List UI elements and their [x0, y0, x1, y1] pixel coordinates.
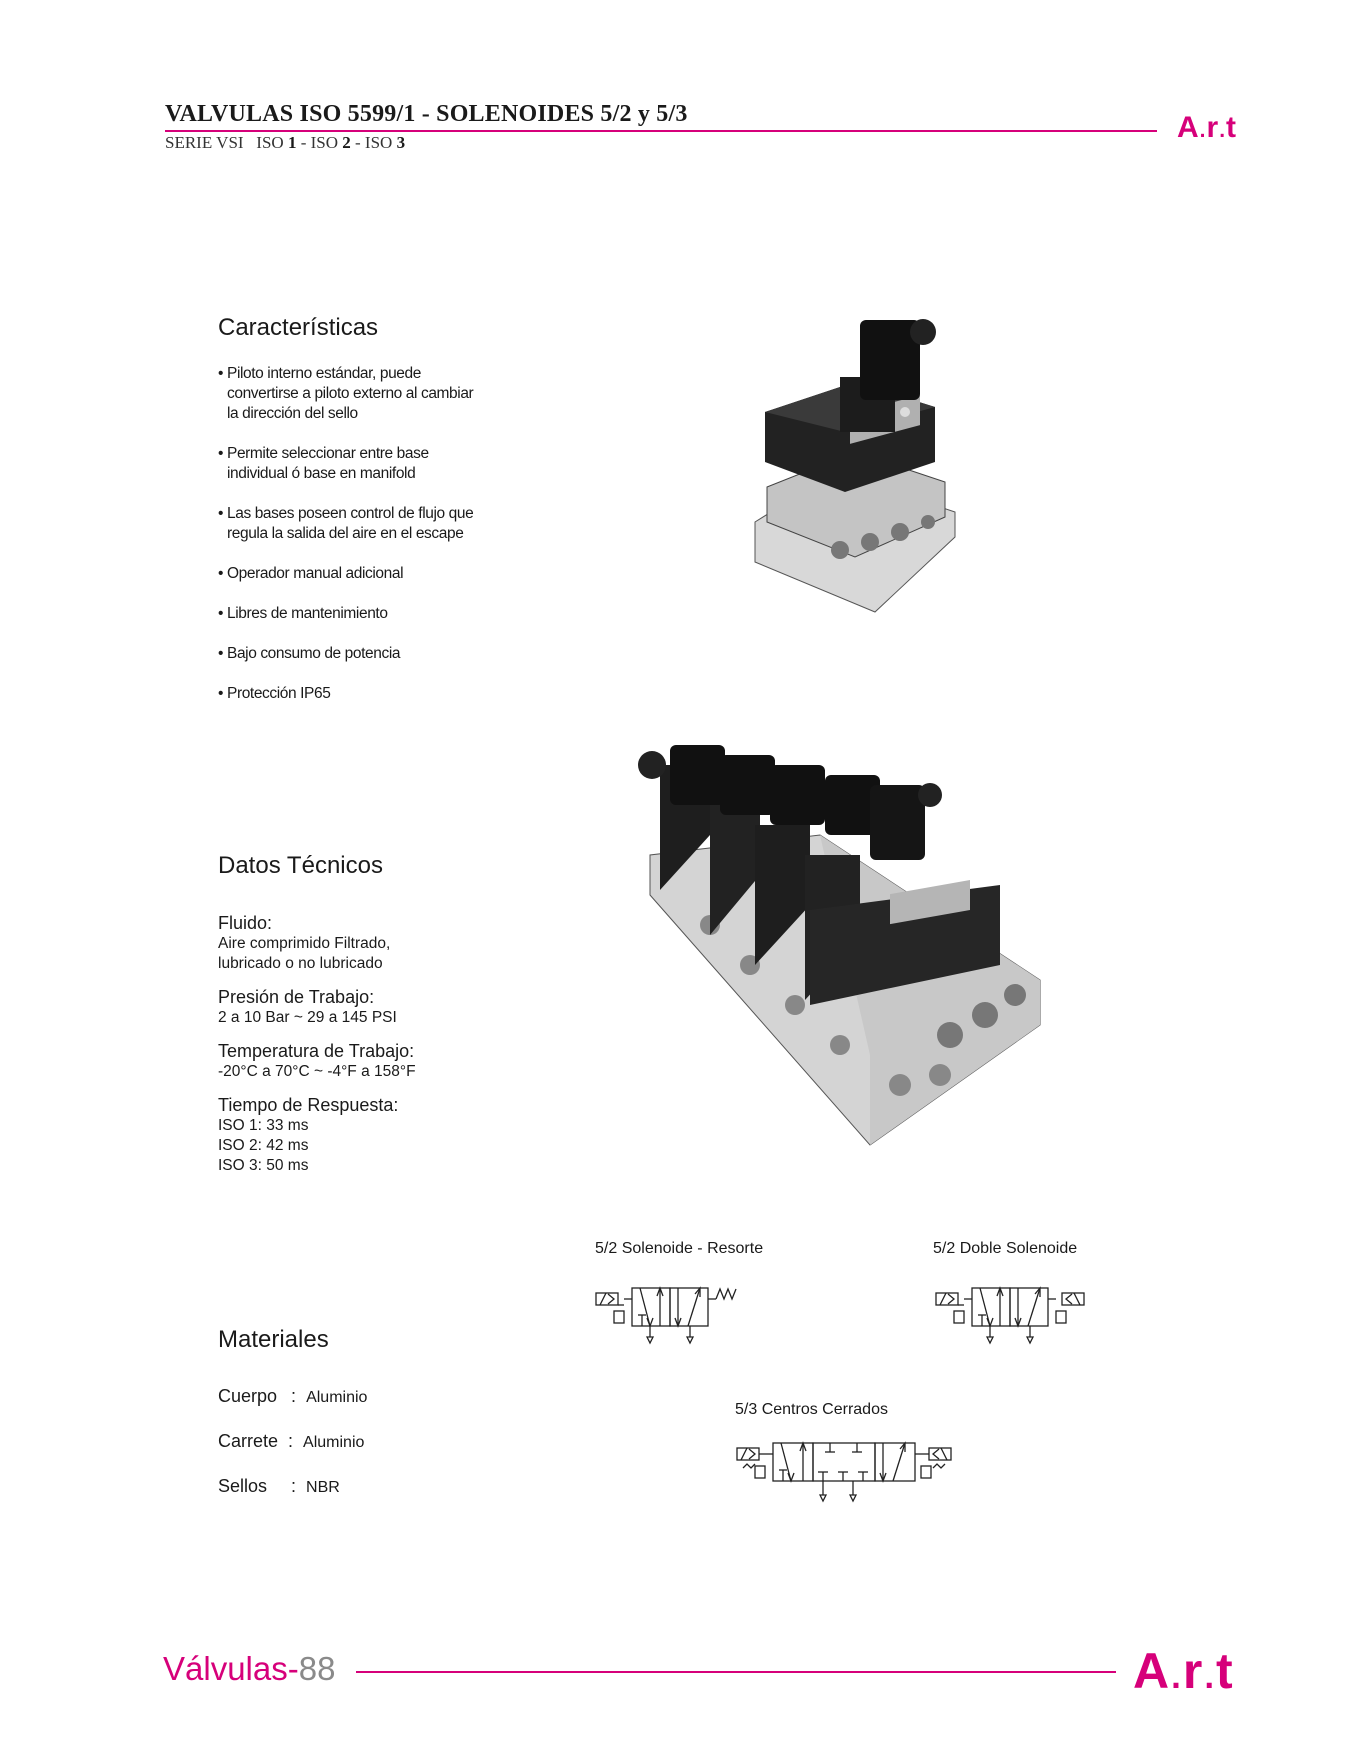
material-row-seals: Sellos : NBR: [218, 1476, 340, 1496]
pressure-value: 2 a 10 Bar ~ 29 a 145 PSI: [218, 1009, 397, 1026]
page-title: VALVULAS ISO 5599/1 - SOLENOIDES 5/2 y 5/3: [165, 101, 688, 127]
symbol-5-2-solenoid-spring: [592, 1285, 747, 1355]
manifold-valves-photo: [630, 725, 1050, 1155]
response-value: ISO 1: 33 ms: [218, 1117, 309, 1134]
tech-data: [218, 913, 538, 1189]
response-label: Tiempo de Respuesta:: [218, 1095, 399, 1115]
series-subtitle: SERIE VSI ISO 1 - ISO 2 - ISO 3: [165, 133, 406, 152]
header-divider: [165, 130, 1157, 132]
list-item: • Bajo consumo de potencia: [218, 644, 478, 664]
list-item: • Operador manual adicional: [218, 564, 478, 584]
fluid-label: Fluido:: [218, 913, 273, 933]
material-row-body: Cuerpo : Aluminio: [218, 1386, 368, 1406]
fluid-group: [218, 913, 538, 974]
list-item: • Protección IP65: [218, 684, 478, 704]
features-heading: Características: [218, 314, 379, 341]
response-value: ISO 3: 50 ms: [218, 1157, 309, 1174]
page-number: 88: [298, 1650, 336, 1687]
footer-section-label: Válvulas-88: [163, 1650, 336, 1687]
materials-heading: Materiales: [218, 1326, 329, 1353]
list-item: • Libres de mantenimiento: [218, 604, 478, 624]
single-valve-photo: [745, 312, 965, 632]
pressure-label: Presión de Trabajo:: [218, 987, 375, 1007]
symbol-caption-double: 5/2 Doble Solenoide: [933, 1240, 1078, 1257]
temperature-group: [218, 1041, 538, 1082]
pressure-group: [218, 987, 538, 1028]
brand-logo: A.r.t: [1177, 111, 1238, 144]
list-item: • Las bases poseen control de flujo que regula la salida del aire en el escape: [218, 504, 478, 544]
fluid-value: Aire comprimido Filtrado,: [218, 935, 391, 952]
footer-divider: [356, 1671, 1116, 1673]
response-value: ISO 2: 42 ms: [218, 1137, 309, 1154]
temperature-label: Temperatura de Trabajo:: [218, 1041, 415, 1061]
tech-data-heading: Datos Técnicos: [218, 852, 383, 879]
symbol-5-3-closed-centre: [735, 1440, 955, 1515]
fluid-value: lubricado o no lubricado: [218, 955, 383, 972]
symbol-caption-single: 5/2 Solenoide - Resorte: [595, 1240, 764, 1257]
list-item: • Piloto interno estándar, puede convertirse a piloto externo al cambiar la dirección del sello: [218, 364, 478, 424]
temperature-value: -20°C a 70°C ~ -4°F a 158°F: [218, 1063, 416, 1080]
list-item: • Permite seleccionar entre base individual ó base en manifold: [218, 444, 478, 484]
symbol-5-2-double-solenoid: [932, 1285, 1092, 1355]
brand-logo-footer: A.r.t: [1133, 1643, 1235, 1699]
features-list: [218, 364, 478, 724]
response-group: [218, 1095, 538, 1176]
material-row-spool: Carrete : Aluminio: [218, 1431, 365, 1451]
symbol-caption-5-3: 5/3 Centros Cerrados: [735, 1401, 888, 1418]
